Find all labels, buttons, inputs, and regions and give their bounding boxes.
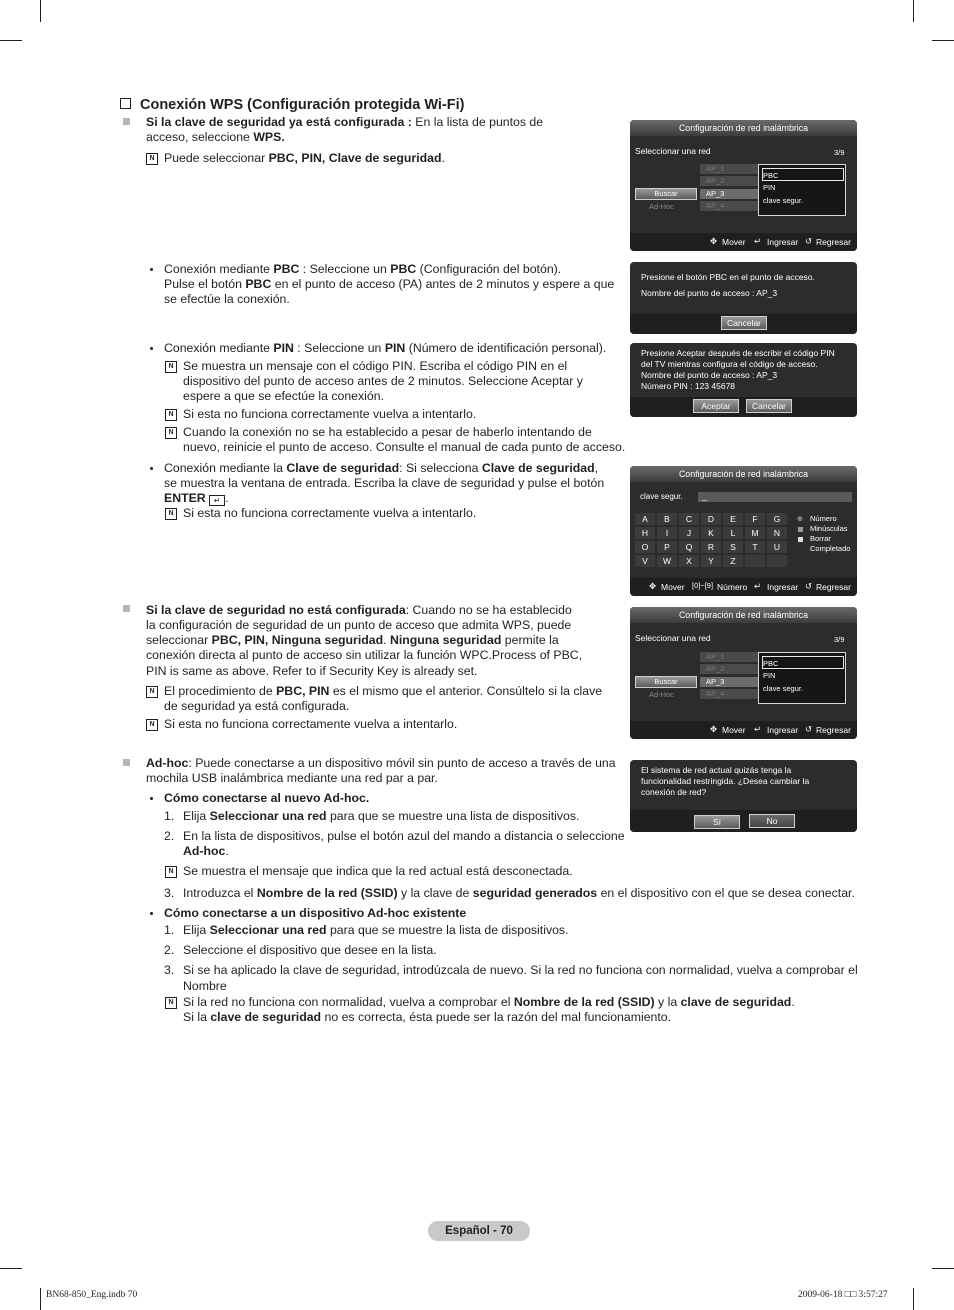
section-title: Conexión WPS (Configuración protegida Wi-Fi)	[120, 97, 465, 113]
cancel-button[interactable]: Cancelar	[721, 316, 767, 330]
wps-options-menu	[758, 164, 846, 216]
pbc-message-line1: Presione el botón PBC en el punto de acceso.	[641, 272, 815, 282]
keyboard-key[interactable]: M	[745, 527, 765, 539]
note-icon: N	[165, 409, 177, 421]
keyboard-key[interactable]: R	[701, 541, 721, 553]
legend-delete-icon	[798, 537, 803, 542]
footer-file-name: BN68-850_Eng.indb 70	[46, 1290, 138, 1300]
pin-message-line: Número PIN : 123 45678	[641, 381, 736, 391]
note-icon: N	[165, 361, 177, 373]
option-pin[interactable]: PIN	[763, 183, 776, 192]
keyboard-key[interactable]: T	[745, 541, 765, 553]
keyboard-key[interactable]: H	[635, 527, 655, 539]
keyboard-key[interactable]: F	[745, 513, 765, 525]
step-number: 2.	[164, 943, 175, 957]
keyboard-key[interactable]: D	[701, 513, 721, 525]
ap-item[interactable]: AP_4	[700, 201, 760, 211]
keyboard-key[interactable]: K	[701, 527, 721, 539]
adhoc-message-line: funcionalidad restringida. ¿Desea cambiar la	[641, 776, 810, 786]
crop-mark	[40, 1288, 41, 1310]
ap-item[interactable]: AP_2	[700, 664, 760, 674]
note-icon: N	[165, 997, 177, 1009]
page-indicator: 3/9	[834, 148, 845, 157]
keyboard-key[interactable]: B	[657, 513, 677, 525]
key-note1: Si esta no funciona correctamente vuelva a intentarlo.	[183, 506, 477, 520]
crop-mark	[913, 1288, 914, 1310]
select-network-label: Seleccionar una red	[635, 146, 711, 156]
crop-mark	[913, 0, 914, 22]
adhoc-new-step2-l2: Ad-hoc.	[183, 844, 229, 858]
bullet-dot	[150, 797, 153, 800]
adhoc-ex-step3-l1: Si se ha aplicado la clave de seguridad, introdúzcala de nuevo. Si la red no funciona con normalidad, vuelva a comprobar el	[183, 963, 858, 977]
legend-number-icon: ⊕	[797, 516, 803, 523]
wps-options-menu	[758, 652, 846, 704]
screen-wps-select	[630, 120, 857, 251]
return-icon: ↺	[805, 581, 813, 591]
s1-line1: Si la clave de seguridad ya está configurada : En la lista de puntos de	[146, 115, 544, 129]
keyboard-key[interactable]: Y	[701, 555, 721, 567]
square-bullet-icon	[123, 605, 130, 612]
ap-item[interactable]: AP_1	[700, 652, 760, 662]
keyboard-key[interactable]: P	[657, 541, 677, 553]
footer-timestamp: 2009-06-18 □□ 3:57:27	[798, 1290, 888, 1300]
cancel-button[interactable]: Cancelar	[746, 399, 792, 413]
keyboard-key[interactable]: J	[679, 527, 699, 539]
screen-footer	[630, 397, 857, 417]
option-security-key[interactable]: clave segur.	[763, 684, 804, 693]
enter-label: Ingresar	[767, 725, 799, 735]
crop-mark	[932, 1268, 954, 1269]
return-label: Regresar	[816, 582, 851, 592]
s2-line3: seleccionar PBC, PIN, Ninguna seguridad. Ninguna seguridad permite la	[146, 633, 559, 647]
ok-button[interactable]: Aceptar	[693, 399, 739, 413]
page-number-badge: Español - 70	[428, 1221, 530, 1241]
pin-note2: Si esta no funciona correctamente vuelva a intentarlo.	[183, 407, 477, 421]
key-line2: se muestra la ventana de entrada. Escriba la clave de seguridad y pulse el botón	[164, 476, 605, 490]
square-bullet-icon	[123, 118, 130, 125]
screen-title: Configuración de red inalámbrica	[630, 466, 857, 482]
bullet-dot	[150, 268, 153, 271]
adhoc-ex-note-l2: Si la clave de seguridad no es correcta, ésta puede ser la razón del mal funcionamiento.	[183, 1010, 672, 1024]
step-number: 3.	[164, 963, 175, 977]
screen-pin	[630, 343, 857, 417]
s1-line2: acceso, seleccione WPS.	[146, 130, 285, 144]
adhoc-new-step2-l1: En la lista de dispositivos, pulse el botón azul del mando a distancia o seleccione	[183, 829, 625, 843]
enter-icon: ↵	[754, 236, 762, 246]
adhoc-existing-title: Cómo conectarse a un dispositivo Ad-hoc existente	[164, 906, 467, 920]
adhoc-button[interactable]: Ad-Hoc	[649, 690, 675, 699]
pin-message-line: Nombre del punto de acceso : AP_3	[641, 370, 778, 380]
bullet-dot	[150, 912, 153, 915]
enter-icon: ↵	[754, 724, 762, 734]
step-number: 3.	[164, 886, 175, 900]
adhoc-new-title: Cómo conectarse al nuevo Ad-hoc.	[164, 791, 370, 805]
enter-label: Ingresar	[767, 582, 799, 592]
legend-lowercase: Minúsculas	[810, 524, 848, 533]
key-line1: Conexión mediante la Clave de seguridad: Si selecciona Clave de seguridad,	[164, 461, 599, 475]
s2-line2: la configuración de seguridad de un punto de acceso que admita WPS, puede	[146, 618, 572, 632]
note-icon: N	[165, 427, 177, 439]
pbc-line3: se efectúe la conexión.	[164, 292, 290, 306]
checkbox-icon	[120, 98, 131, 109]
s2-note2: Si esta no funciona correctamente vuelva a intentarlo.	[164, 717, 458, 731]
crop-mark	[40, 0, 41, 22]
pin-line1: Conexión mediante PIN : Seleccione un PIN (Número de identificación personal).	[164, 341, 607, 355]
legend-number: Número	[810, 514, 837, 523]
keyboard-key[interactable]: X	[679, 555, 699, 567]
adhoc-ex-step2: Seleccione el dispositivo que desee en la lista.	[183, 943, 437, 957]
move-icon: ✥	[710, 236, 718, 246]
return-icon: ↺	[805, 724, 813, 734]
step-number: 1.	[164, 809, 175, 823]
s2-line1: Si la clave de seguridad no está configurada: Cuando no se ha establecido	[146, 603, 572, 617]
adhoc-new-step1: Elija Seleccionar una red para que se muestre una lista de dispositivos.	[183, 809, 580, 823]
ap-item-selected[interactable]: AP_3	[700, 677, 760, 687]
pin-note1-l2: dispositivo del punto de acceso antes de 2 minutos. Seleccione Aceptar y	[183, 374, 583, 388]
enter-icon: ↵	[209, 495, 225, 506]
adhoc-new-note: Se muestra el mensaje que indica que la red actual está desconectada.	[183, 864, 573, 878]
keyboard-key[interactable]: O	[635, 541, 655, 553]
return-icon: ↺	[805, 236, 813, 246]
return-label: Regresar	[816, 725, 851, 735]
adhoc-line1: Ad-hoc: Puede conectarse a un dispositivo móvil sin punto de acceso a través de una	[146, 756, 616, 770]
key-field-label: clave segur.	[640, 492, 683, 501]
pin-message-line: del TV mientras configura el código de acceso.	[641, 359, 818, 369]
note-icon: N	[146, 686, 158, 698]
legend-delete: Borrar	[810, 534, 831, 543]
search-button[interactable]: Buscar	[635, 188, 697, 200]
legend-done: Completado	[810, 544, 851, 553]
legend-lowercase-icon	[798, 527, 803, 532]
keyboard-key[interactable]: V	[635, 555, 655, 567]
crop-mark	[0, 1268, 22, 1269]
keyboard-key[interactable]: A	[635, 513, 655, 525]
square-bullet-icon	[123, 759, 130, 766]
keyboard-key[interactable]: L	[723, 527, 743, 539]
keyboard-key[interactable]	[745, 555, 765, 567]
keyboard-key[interactable]: E	[723, 513, 743, 525]
adhoc-message-line: El sistema de red actual quizás tenga la	[641, 765, 792, 775]
key-input[interactable]	[698, 492, 852, 502]
screen-title: Configuración de red inalámbrica	[630, 607, 857, 623]
keyboard-key[interactable]: Z	[723, 555, 743, 567]
enter-label: Ingresar	[767, 237, 799, 247]
pin-message-line: Presione Aceptar después de escribir el código PIN	[641, 348, 835, 358]
screen-footer	[630, 233, 857, 251]
adhoc-ex-step1: Elija Seleccionar una red para que se muestre la lista de dispositivos.	[183, 923, 569, 937]
screen-security-key	[630, 466, 857, 596]
pbc-message-line2: Nombre del punto de acceso : AP_3	[641, 288, 778, 298]
bullet-dot	[150, 347, 153, 350]
keyboard-key[interactable]: W	[657, 555, 677, 567]
screen-wps-select-2	[630, 607, 857, 739]
screen-footer	[630, 721, 857, 739]
crop-mark	[932, 40, 954, 41]
keyboard-key[interactable]: S	[723, 541, 743, 553]
key-line3: ENTER ↵ .	[164, 491, 229, 505]
pin-note1-l1: Se muestra un mensaje con el código PIN. Escriba el código PIN en el	[183, 359, 568, 373]
option-pbc[interactable]: PBC	[763, 659, 779, 668]
ap-item-selected[interactable]: AP_3	[700, 189, 760, 199]
adhoc-button[interactable]: Ad-Hoc	[649, 202, 675, 211]
move-label: Mover	[722, 237, 746, 247]
step-number: 1.	[164, 923, 175, 937]
pbc-line1: Conexión mediante PBC : Seleccione un PBC (Configuración del botón).	[164, 262, 562, 276]
note-icon: N	[165, 866, 177, 878]
key-input-value: _	[702, 491, 707, 501]
crop-mark	[0, 40, 22, 41]
move-label: Mover	[661, 582, 685, 592]
s2-line5: PIN is same as above. Refer to if Security Key is already set.	[146, 664, 478, 678]
keyboard-key[interactable]: C	[679, 513, 699, 525]
screen-pbc	[630, 262, 857, 334]
ap-item[interactable]: AP_1	[700, 164, 760, 174]
yes-button[interactable]: Sí	[694, 815, 740, 829]
bullet-dot	[150, 467, 153, 470]
s2-note1-l1: El procedimiento de PBC, PIN es el mismo que el anterior. Consúltelo si la clave	[164, 684, 603, 698]
search-button[interactable]: Buscar	[635, 676, 697, 688]
pbc-line2: Pulse el botón PBC en el punto de acceso (PA) antes de 2 minutos y espere a que	[164, 277, 615, 291]
select-network-label: Seleccionar una red	[635, 633, 711, 643]
adhoc-line2: mochila USB inalámbrica mediante una red par a par.	[146, 771, 438, 785]
keyboard-key[interactable]: Q	[679, 541, 699, 553]
adhoc-ex-note-l1: Si la red no funciona con normalidad, vuelva a comprobar el Nombre de la red (SSID) y la clave de seguridad.	[183, 995, 795, 1009]
s2-line4: conexión directa al punto de acceso sin utilizar la función WPC.Process of PBC,	[146, 648, 583, 662]
ap-item[interactable]: AP_2	[700, 176, 760, 186]
pin-note1-l3: espere a que se efectúe la conexión.	[183, 389, 384, 403]
screen-footer	[630, 578, 857, 596]
screen-footer	[630, 810, 857, 832]
keyboard-key[interactable]: I	[657, 527, 677, 539]
move-label: Mover	[722, 725, 746, 735]
keyboard-key[interactable]: N	[767, 527, 787, 539]
adhoc-ex-step3-l2: Nombre	[183, 979, 227, 993]
keyboard-key[interactable]: U	[767, 541, 787, 553]
move-icon: ✥	[710, 724, 718, 734]
step-number: 2.	[164, 829, 175, 843]
note-icon: N	[165, 508, 177, 520]
ap-item[interactable]: AP_4	[700, 689, 760, 699]
s2-note1-l2: de seguridad ya está configurada.	[164, 699, 350, 713]
adhoc-message-line: conexión de red?	[641, 787, 707, 797]
pin-note3-l2: nuevo, reinicie el punto de acceso. Consulte el manual de cada punto de acceso.	[183, 440, 626, 454]
page-indicator: 3/9	[834, 635, 845, 644]
move-icon: ✥	[649, 581, 657, 591]
keyboard-key[interactable]: G	[767, 513, 787, 525]
no-button[interactable]: No	[749, 814, 795, 828]
option-security-key[interactable]: clave segur.	[763, 196, 804, 205]
option-pbc[interactable]: PBC	[763, 171, 779, 180]
enter-icon: ↵	[754, 581, 762, 591]
return-label: Regresar	[816, 237, 851, 247]
screen-title: Configuración de red inalámbrica	[630, 120, 857, 136]
number-keys-icon: [0]~[9]	[692, 581, 714, 590]
adhoc-new-step3: Introduzca el Nombre de la red (SSID) y la clave de seguridad generados en el dispositivo con el que se desea conectar.	[183, 886, 855, 900]
note-icon: N	[146, 153, 158, 165]
s1-note: Puede seleccionar PBC, PIN, Clave de seguridad.	[164, 151, 445, 165]
note-icon: N	[146, 719, 158, 731]
keyboard-key[interactable]	[767, 555, 787, 567]
option-pin[interactable]: PIN	[763, 671, 776, 680]
number-label: Número	[717, 582, 748, 592]
pin-note3-l1: Cuando la conexión no se ha establecido a pesar de haberlo intentando de	[183, 425, 592, 439]
screen-adhoc-confirm	[630, 760, 857, 832]
